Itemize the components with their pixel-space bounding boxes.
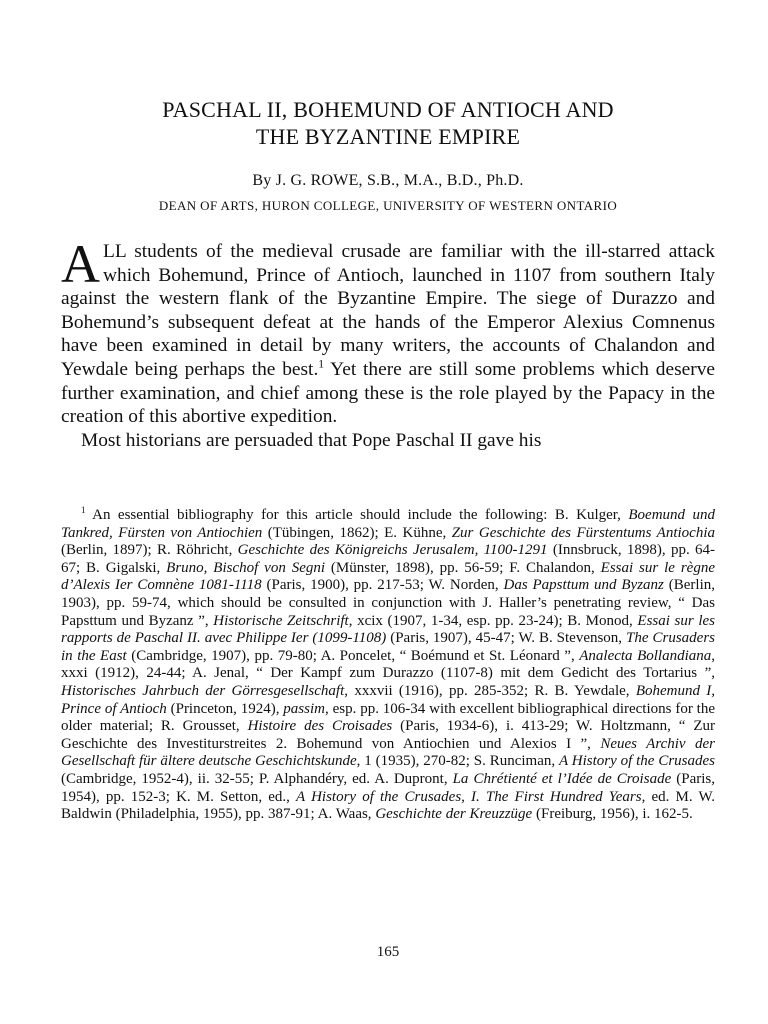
body-paragraph-1 (61, 234, 715, 429)
footnote-italic-title: The Crusaders in the East (61, 630, 715, 664)
footnote-text-run: An essential bibliography for this article should include the following: B. Kulger, (85, 507, 629, 523)
footnote-block (61, 507, 715, 824)
footnote-italic-title: Historische Zeitschrift (213, 612, 349, 629)
footnote-text-run: (Paris, 1900), pp. 217-53; W. Norden, (261, 577, 504, 594)
footnote-italic-title: Boemund und Tankred, Fürsten von Antiochien (61, 507, 715, 541)
footnote-italic-title: Das Papsttum und Byzanz (503, 577, 664, 594)
title-line-1: PASCHAL II, BOHEMUND OF ANTIOCH AND (162, 97, 614, 122)
author-affiliation: DEAN OF ARTS, HURON COLLEGE, UNIVERSITY OF WESTERN ONTARIO (158, 198, 618, 213)
footnote-italic-title: Zur Geschichte des Fürstentums Antiochia (451, 524, 715, 541)
journal-page (61, 0, 715, 1024)
footnote-text-run: , esp. pp. 106-34 with excellent bibliographical directions for the older material; R. Grousset, (61, 700, 715, 735)
title-line-2: THE BYZANTINE EMPIRE (255, 124, 521, 149)
body-paragraph-1-text: LL students of the medieval crusade are familiar with the ill-starred attack which Bohemund, Prince of Antioch, launched in 1107 from southern Italy against the western flank of the Byzantine Empire. The siege of Durazzo and Bohemund’s subsequent defeat at the hands of the Emperor Alexius Comnenus have been examined in detail by many writers, the accounts of Chalandon and Yewdale being perhaps the best. (61, 241, 715, 380)
footnote-italic-title: passim (283, 700, 325, 717)
footnote-text-run: (Cambridge, 1907), pp. 79-80; A. Poncelet, “ Boémund et St. Léonard ”, (126, 647, 580, 664)
footnote-text-run: (Paris, 1954), pp. 152-3; K. M. Setton, ed., (61, 770, 715, 805)
footnote-italic-title: A History of the Crusades, I. The First Hundred Years (296, 788, 642, 805)
footnote-text-run: (Berlin, 1903), pp. 59-74, which should be consulted in conjunction with J. Haller’s penetrating review, “ Das Papsttum und Byzanz ”, (61, 577, 715, 629)
article-body (61, 234, 715, 452)
body-paragraph-2: Most historians are persuaded that Pope Paschal II gave his (81, 429, 542, 451)
footnote-1 (61, 507, 715, 824)
footnote-text-run: , ed. M. W. Baldwin (Philadelphia, 1955), pp. 387-91; A. Waas, (61, 788, 716, 823)
footnote-text-run: (Berlin, 1897); R. Röhricht, (61, 542, 238, 559)
footnote-text (61, 507, 715, 822)
footnote-reference[interactable]: 1 (318, 357, 325, 371)
footnote-italic-title: La Chrétienté et l’Idée de Croisade (452, 770, 672, 787)
footnote-text-run: (Paris, 1907), 45-47; W. B. Stevenson, (386, 630, 627, 647)
footnote-text-run: (Tübingen, 1862); E. Kühne, (262, 524, 452, 541)
footnote-text-run: (Innsbruck, 1898), pp. 64-67; B. Gigalski, (61, 542, 715, 576)
footnote-text-run: , xxxvii (1916), pp. 285-352; R. B. Yewdale, (344, 682, 636, 699)
footnote-text-run: (Princeton, 1924), (166, 700, 284, 717)
drop-cap: A (61, 234, 100, 294)
footnote-italic-title: Geschichte der Kreuzzüge (375, 806, 533, 823)
footnote-text-run: , xxxi (1912), 24-44; A. Jenal, “ Der Kampf zum Durazzo (1107-8) mit dem Gedicht des Tortarius ”, (61, 647, 715, 682)
footnote-text-run: (Münster, 1898), pp. 56-59; F. Chalandon, (325, 559, 601, 576)
footnote-italic-title: A History of the Crusades (558, 753, 715, 770)
body-paragraph-1-tail: Yet there are still some problems which deserve further examination, and chief among these is the role played by the Papacy in the creation of this abortive expedition. (61, 358, 715, 428)
footnote-text-run: (Freiburg, 1956), i. 162-5. (532, 806, 693, 823)
article-title (61, 96, 715, 150)
footnote-marker: 1 (81, 505, 86, 515)
footnote-text-run: , 1 (1935), 270-82; S. Runciman, (356, 753, 559, 770)
page-number: 165 (376, 944, 400, 960)
footnote-italic-title: Essai sur le règne d’Alexis Ier Comnène 1081-1118 (61, 559, 715, 594)
footnote-italic-title: Neues Archiv der Gesellschaft für ältere deutsche Geschichtskunde (61, 735, 716, 770)
footnote-italic-title: Historisches Jahrbuch der Görresgesellschaft (61, 682, 345, 699)
footnote-italic-title: Bohemund I, Prince of Antioch (61, 682, 715, 717)
footnote-text-run: (Cambridge, 1952-4), ii. 32-55; P. Alphandéry, ed. A. Dupront, (61, 770, 453, 787)
footnote-italic-title: Essai sur les rapports de Paschal II. avec Philippe Ier (1099-1108) (61, 612, 716, 647)
footnote-text-run: , xcix (1907, 1-34, esp. pp. 23-24); B. Monod, (348, 612, 638, 629)
footnote-italic-title: Geschichte des Königreichs Jerusalem, 1100-1291 (237, 542, 548, 559)
footnote-text-run: (Paris, 1934-6), i. 413-29; W. Holtzmann, “ Zur Geschichte des Investiturstreites 2. Bohemund von Antiochien und Alexios I ”, (61, 718, 715, 752)
footnote-italic-title: Analecta Bollandiana (579, 647, 712, 664)
author-byline: By J. G. ROWE, S.B., M.A., B.D., Ph.D. (252, 172, 524, 189)
footnote-italic-title: Histoire des Croisades (247, 718, 393, 735)
footnote-italic-title: Bruno, Bischof von Segni (166, 559, 326, 576)
